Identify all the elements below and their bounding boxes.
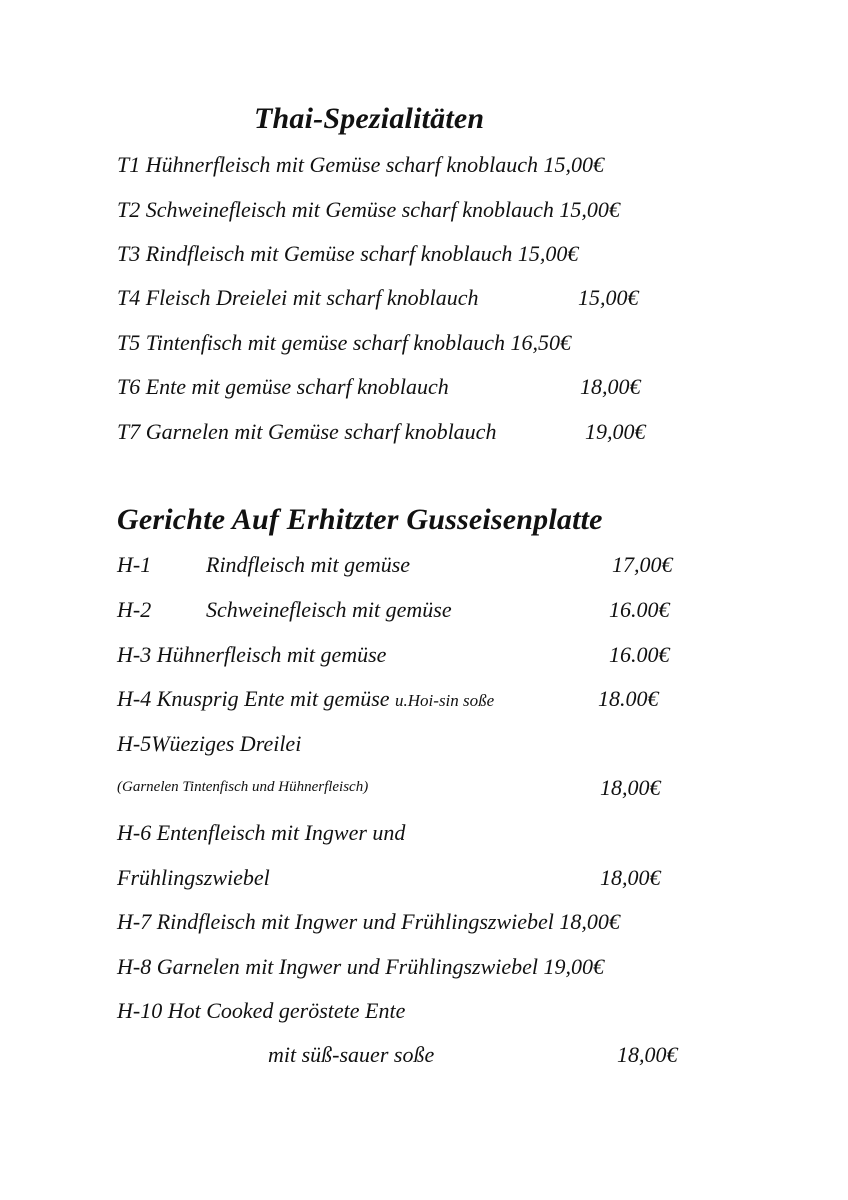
menu-item-t1 — [117, 152, 604, 178]
menu-item-price-h10: 18,00€ — [617, 1042, 678, 1067]
menu-item-t4 — [117, 285, 479, 311]
menu-item-h6-line2: Frühlingszwiebel — [117, 865, 270, 890]
menu-item-h8 — [117, 954, 604, 980]
menu-item-h4 — [117, 686, 494, 712]
menu-item-name-h2: Schweinefleisch mit gemüse — [206, 597, 452, 622]
menu-item-price-t4: 15,00€ — [578, 285, 639, 310]
menu-item-text: T3 Rindfleisch mit Gemüse scharf knoblauch — [117, 241, 513, 266]
menu-item-note-h5: (Garnelen Tintenfisch und Hühnerfleisch) — [117, 779, 369, 795]
menu-item-price-h6: 18,00€ — [600, 865, 661, 890]
menu-item-note: u.Hoi-sin soße — [395, 691, 495, 710]
menu-item-h10: H-10 Hot Cooked geröstete Ente — [117, 998, 406, 1023]
menu-item-h7 — [117, 909, 620, 935]
menu-item-price: 15,00€ — [517, 241, 579, 266]
menu-item-text: T6 Ente mit gemüse scharf knoblauch — [117, 374, 449, 399]
menu-item-price-h3: 16.00€ — [609, 642, 670, 667]
menu-item-t2 — [117, 197, 620, 223]
section-title-thai: Thai-Spezialitäten — [254, 102, 485, 135]
menu-item-t5 — [117, 330, 571, 356]
section-title-hot-plate: Gerichte Auf Erhitzter Gusseisenplatte — [117, 503, 603, 536]
menu-item-price-t7: 19,00€ — [585, 419, 646, 444]
menu-item-price: 15,00€ — [543, 152, 604, 177]
menu-item-h6: H-6 Entenfleisch mit Ingwer und — [117, 820, 406, 845]
menu-item-price: 15,00€ — [559, 197, 620, 222]
menu-item-code-h2: H-2 — [117, 597, 152, 622]
menu-item-price-h5: 18,00€ — [600, 775, 661, 800]
menu-item-price: 19,00€ — [543, 954, 605, 979]
menu-item-h3: H-3 Hühnerfleisch mit gemüse — [117, 642, 387, 667]
menu-item-t6 — [117, 374, 449, 400]
menu-item-text: T2 Schweinefleisch mit Gemüse scharf knoblauch — [117, 197, 554, 222]
menu-item-text: T5 Tintenfisch mit gemüse scharf knoblauch — [117, 330, 506, 355]
menu-item-t7 — [117, 419, 496, 445]
menu-item-t3 — [117, 241, 578, 267]
menu-item-price-h1: 17,00€ — [612, 552, 673, 577]
menu-item-price: 16,50€ — [510, 330, 572, 355]
menu-item-code-h1: H-1 — [117, 552, 152, 577]
menu-item-name-h1: Rindfleisch mit gemüse — [206, 552, 411, 577]
menu-item-text: H-4 Knusprig Ente mit gemüse — [117, 686, 390, 711]
menu-item-h10-line2: mit süß-sauer soße — [268, 1042, 435, 1067]
menu-item-text: H-7 Rindfleisch mit Ingwer und Frühlingszwiebel — [117, 909, 554, 934]
menu-item-text: T7 Garnelen mit Gemüse scharf knoblauch — [117, 419, 497, 444]
menu-item-price-h2: 16.00€ — [609, 597, 670, 622]
menu-item-text: H-8 Garnelen mit Ingwer und Frühlingszwiebel — [117, 954, 539, 979]
menu-item-text: T1 Hühnerfleisch mit Gemüse scharf knoblauch — [117, 152, 538, 177]
menu-item-price-h4: 18.00€ — [598, 686, 659, 711]
menu-item-price: 18,00€ — [559, 909, 620, 934]
menu-item-price-t6: 18,00€ — [580, 374, 641, 399]
menu-item-text: T4 Fleisch Dreielei mit scharf knoblauch — [117, 285, 479, 310]
menu-item-h5: H-5Wüeziges Dreilei — [117, 731, 302, 756]
